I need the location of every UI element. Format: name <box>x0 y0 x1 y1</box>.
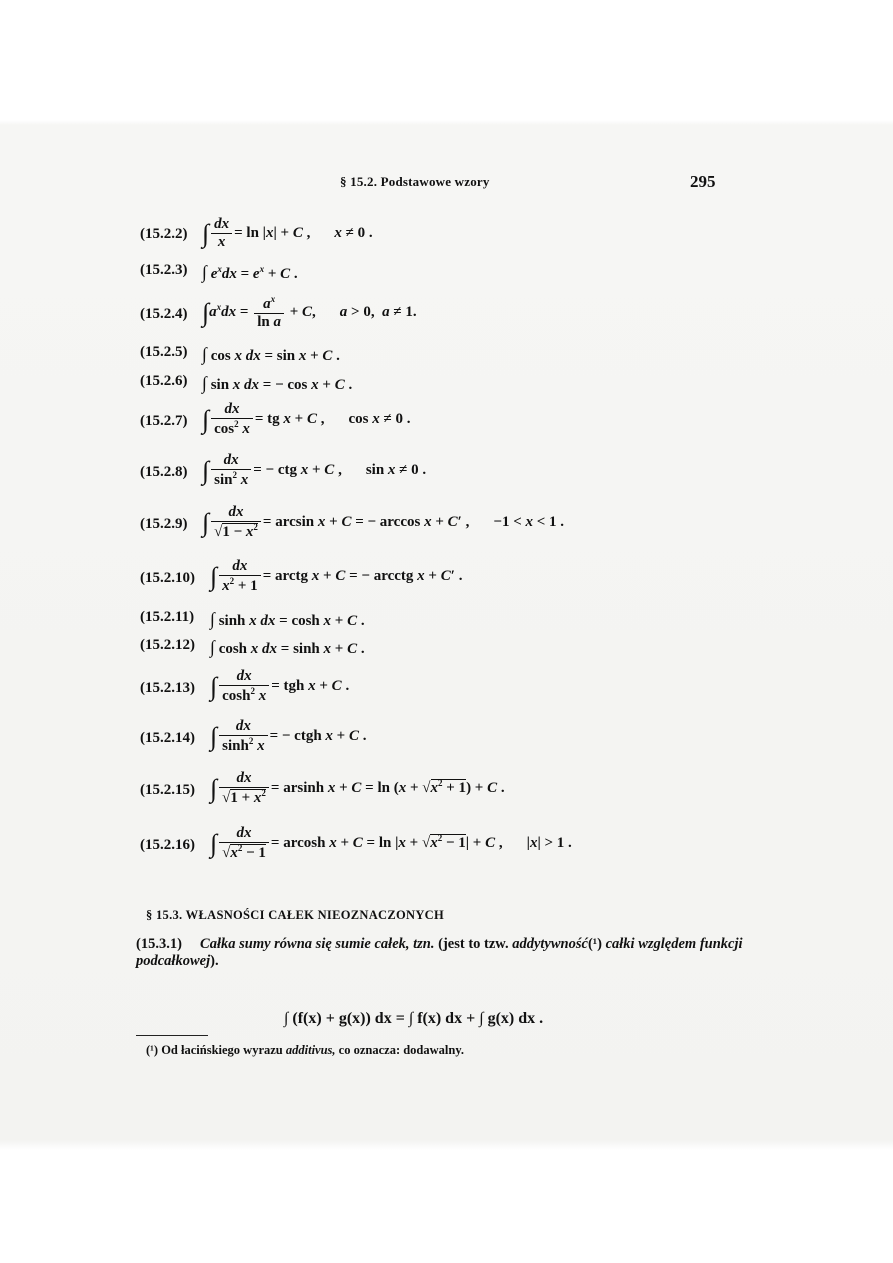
equation-row <box>140 294 780 334</box>
equation-formula: ∫ $\frac{dx}{√x^2 - 1}$ = arcosh $x + C = \ln |x + √x^2 - 1| + C$ , |x| > 1 . <box>210 825 572 862</box>
equation-row <box>140 668 780 708</box>
additivity-formula: ∫ (f(x) + g(x)) dx = ∫ f(x) dx + ∫ g(x) dx . <box>284 1010 544 1027</box>
equation-number: (15.2.3) <box>140 262 188 278</box>
equation-row <box>140 770 780 810</box>
equation-number: (15.2.5) <box>140 344 188 360</box>
equation-number: (15.2.12) <box>140 637 195 653</box>
footnote <box>146 1043 464 1058</box>
equation-number: (15.2.10) <box>140 570 195 586</box>
equation-formula: ∫ $\frac{dx}{\sin^2 x}$ = − ctg x + C , sin x ≠ 0 . <box>202 452 427 489</box>
equation-formula: ∫ cos x dx = sin x + C . <box>202 344 340 364</box>
equation-number: (15.2.14) <box>140 730 195 746</box>
footnote-rule <box>136 1035 208 1036</box>
footnote-term: additivus, <box>285 1043 336 1057</box>
page-number: 295 <box>690 172 716 191</box>
equation-number: (15.2.9) <box>140 516 188 532</box>
property-rest-text: całki względem funkcji podcałkowej <box>136 936 743 969</box>
equation-formula: $\int a^xdx$ = $\frac{a^x}{\text{ln a}}$ + C, a > 0, a ≠ 1. <box>202 294 417 331</box>
footnote-text-before: Od łacińskiego wyrazu <box>161 1043 283 1057</box>
equation-number: (15.2.6) <box>140 373 188 389</box>
equation-number: (15.2.7) <box>140 413 188 429</box>
equation-formula: ∫ $e^xdx = e^x + C$ . <box>202 262 298 282</box>
equation-row <box>140 401 780 441</box>
equation-row <box>140 718 780 758</box>
equation-row <box>140 825 780 865</box>
equation-formula: ∫ $\frac{dx}{\cosh^2 x}$ = tgh x + C . <box>210 668 350 705</box>
equation-number: (15.2.11) <box>140 609 195 625</box>
property-italic-text: Całka sumy równa się sumie całek, tzn. <box>200 936 435 952</box>
equation-number: (15.2.16) <box>140 837 195 853</box>
property-plain-text: (jest to tzw. <box>438 936 509 952</box>
equation-formula: ∫ $\frac{dx}{\sinh^2 x}$ = − ctgh x + C . <box>210 718 367 755</box>
footnote-reference: (¹) <box>587 936 602 952</box>
property-number: (15.3.1) <box>136 936 182 952</box>
equation-number: (15.2.2) <box>140 226 188 242</box>
equation-number: (15.2.4) <box>140 306 188 322</box>
property-end: ). <box>210 953 219 969</box>
running-title: § 15.2. Podstawowe wzory <box>340 174 490 189</box>
property-statement <box>136 936 776 970</box>
equation-formula: ∫ sinh x dx = cosh x + C . <box>210 609 365 629</box>
equation-number: (15.2.13) <box>140 680 195 696</box>
equation-formula: ∫ sin x dx = − cos x + C . <box>202 373 353 393</box>
equation-row <box>140 558 780 598</box>
equation-formula: ∫ $\frac{dx}{\cos^2 x}$ = tg x + C , cos x ≠ 0 . <box>202 401 411 438</box>
footnote-mark: (¹) <box>146 1043 159 1057</box>
equation-number: (15.2.15) <box>140 782 195 798</box>
equation-formula: ∫ $\frac{dx}{x}$ = ln |x| + C , x ≠ 0 . <box>202 216 373 251</box>
equation-formula: ∫ cosh x dx = sinh x + C . <box>210 637 365 657</box>
section-heading: § 15.3. WŁASNOŚCI CAŁEK NIEOZNACZONYCH <box>146 908 445 922</box>
equation-formula: ∫ $\frac{dx}{√1 - x^2}$ = arcsin x + C = − arccos x + C′ , −1 < x < 1 . <box>202 504 565 541</box>
property-term: addytywność <box>512 936 588 952</box>
equation-formula: ∫ $\frac{dx}{x^2 + 1}$ = arctg x + C = − arcctg x + C′ . <box>210 558 463 595</box>
equation-row <box>140 504 780 544</box>
footnote-text-after: co oznacza: dodawalny. <box>338 1043 465 1057</box>
equation-row <box>140 216 780 256</box>
equation-row <box>140 452 780 492</box>
equation-number: (15.2.8) <box>140 464 188 480</box>
equation-formula: ∫ $\frac{dx}{√1 + x^2}$ = arsinh $x + C = \ln (x + √x^2 + 1) + C$ . <box>210 770 505 807</box>
